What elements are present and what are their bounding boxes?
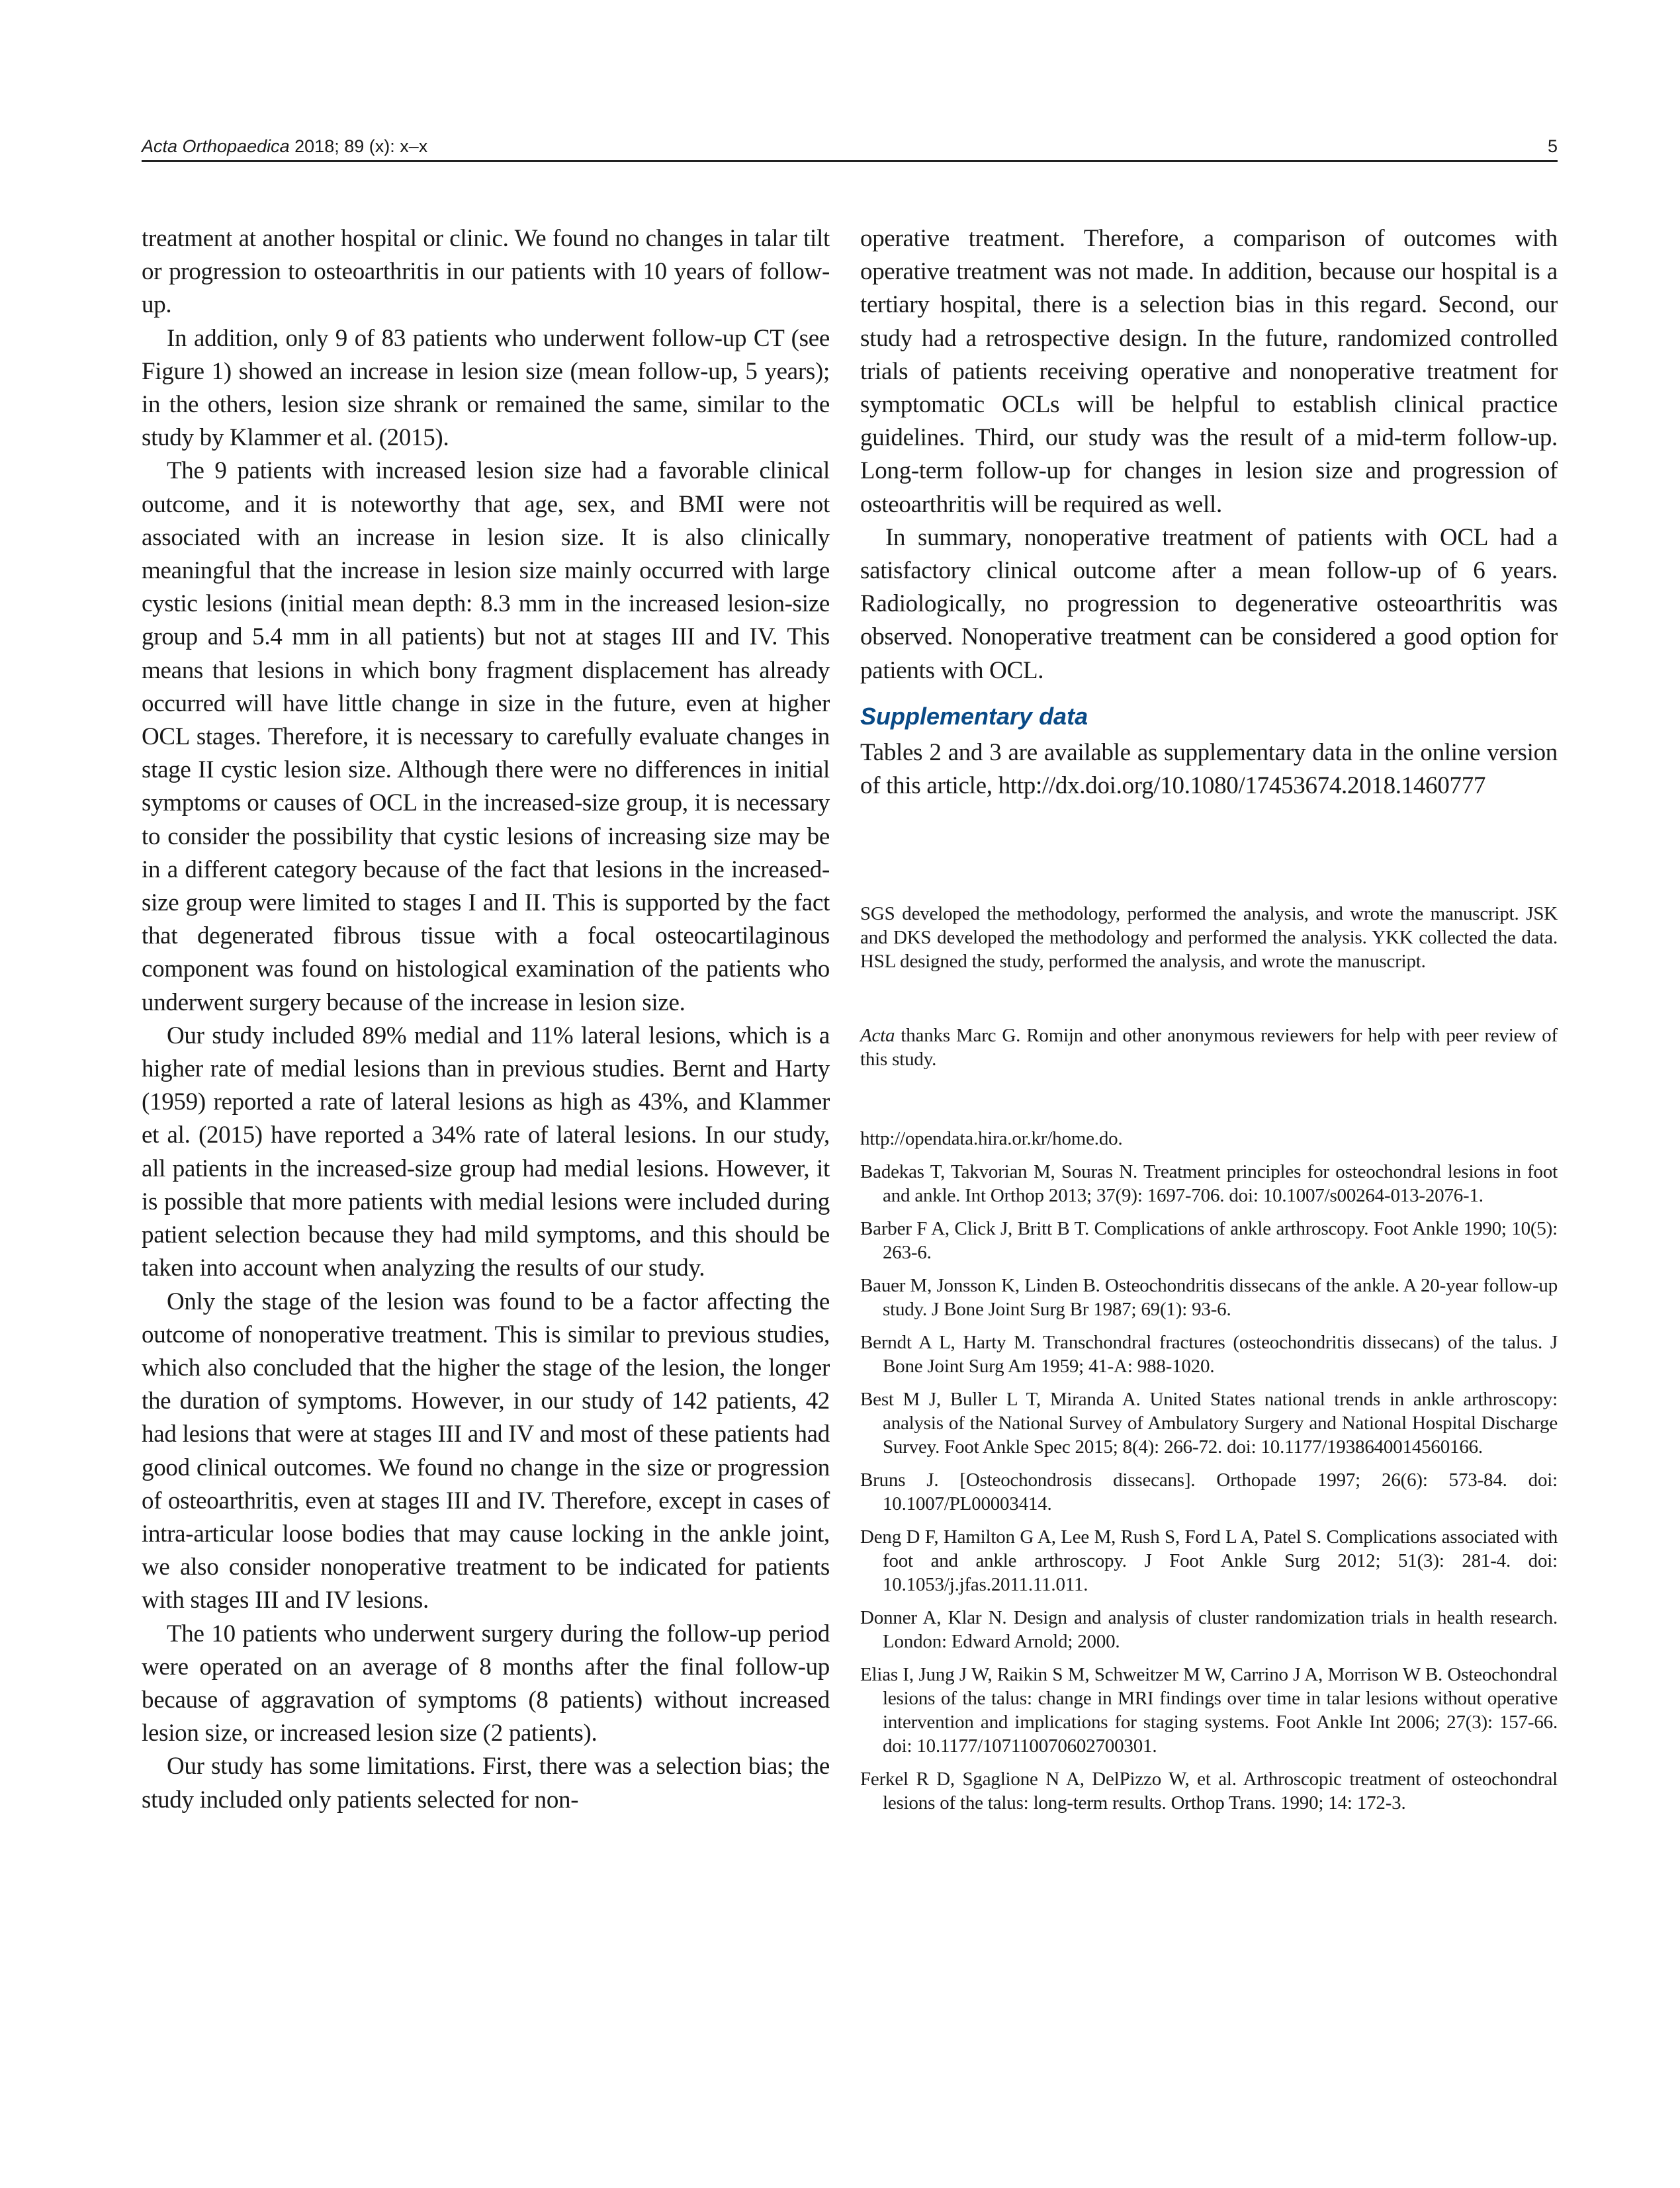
- body-paragraph: In addition, only 9 of 83 patients who underwent follow-up CT (see Figure 1) showed an increase in lesion size (mean follow-up, 5 years); in the others, lesion size shrank or remained the same, similar to the study by Klammer et al. (2015).: [142, 324, 830, 452]
- reference-item: Berndt A L, Harty M. Transchondral fractures (osteochondritis dissecans) of the talus. J Bone Joint Surg Am 1959; 41-A: 988-1020.: [860, 1332, 1558, 1378]
- reference-item: Badekas T, Takvorian M, Souras N. Treatment principles for osteochondral lesions in foot and ankle. Int Orthop 2013; 37(9): 1697-706. doi: 10.1007/s00264-013-2076-1.: [860, 1161, 1558, 1207]
- supplementary-heading: Supplementary data: [860, 702, 1088, 730]
- acknowledgement-text: thanks Marc G. Romijn and other anonymous reviewers for help with peer review of this study.: [860, 1025, 1558, 1071]
- left-column: [142, 222, 830, 1817]
- reference-item: Donner A, Klar N. Design and analysis of cluster randomization trials in health research. London: Edward Arnold; 2000.: [860, 1607, 1558, 1653]
- body-paragraph: Our study has some limitations. First, there was a selection bias; the study included only patients selected for non-: [142, 1753, 830, 1814]
- author-contributions: SGS developed the methodology, performed the analysis, and wrote the manuscript. JSK and DKS developed the methodology and performed the analysis. YKK collected the data. HSL designed the study, performed the analysis, and wrote the manuscript.: [860, 903, 1558, 973]
- reference-item: Elias I, Jung J W, Raikin S M, Schweitzer M W, Carrino J A, Morrison W B. Osteochondral lesions of the talus: change in MRI findings over time in talar lesions without operative intervention and implications for staging systems. Foot Ankle Int 2006; 27(3): 157-66. doi: 10.1177/107110070602700301.: [860, 1664, 1558, 1757]
- reference-item: Best M J, Buller L T, Miranda A. United States national trends in ankle arthroscopy: analysis of the National Survey of Ambulatory Surgery and National Hospital Discharge Survey. Foot Ankle Spec 2015; 8(4): 266-72. doi: 10.1177/1938640014560166.: [860, 1389, 1558, 1458]
- reference-item: Bruns J. [Osteochondrosis dissecans]. Orthopade 1997; 26(6): 573-84. doi: 10.1007/PL00003414.: [860, 1469, 1558, 1515]
- page-number: 5: [1547, 136, 1558, 156]
- summary-paragraph: In summary, nonoperative treatment of patients with OCL had a satisfactory clinical outcome after a mean follow-up of 6 years. Radiologically, no progression to degenerative osteoarthritis was observed. Nonoperative treatment can be considered a good option for patients with OCL.: [860, 523, 1558, 684]
- body-paragraph: Our study included 89% medial and 11% lateral lesions, which is a higher rate of medial lesions than in previous studies. Bernt and Harty (1959) reported a rate of lateral lesions as high as 43%, and Klammer et al. (2015) have reported a 34% rate of lateral lesions. In our study, all patients in the increased-size group had medial lesions. However, it is possible that more patients with medial lesions were included during patient selection because they had mild symptoms, and this should be taken into account when analyzing the results of our study.: [142, 1022, 830, 1282]
- reference-url[interactable]: http://opendata.hira.or.kr/home.do.: [860, 1128, 1123, 1150]
- supplementary-section: [860, 702, 1558, 803]
- acknowledgement-journal: Acta: [860, 1025, 895, 1047]
- supplementary-text: Tables 2 and 3 are available as supplementary data in the online version of this article, http://dx.doi.org/10.1080/17453674.2018.1460777: [860, 738, 1558, 800]
- reference-item: Barber F A, Click J, Britt B T. Complications of ankle arthroscopy. Foot Ankle 1990; 10(5): 263-6.: [860, 1218, 1558, 1264]
- reference-item: Deng D F, Hamilton G A, Lee M, Rush S, Ford L A, Patel S. Complications associated with foot and ankle arthroscopy. J Foot Ankle Surg 2012; 51(3): 281-4. doi: 10.1053/j.jfas.2011.11.011.: [860, 1526, 1558, 1596]
- reference-item: Ferkel R D, Sgaglione N A, DelPizzo W, et al. Arthroscopic treatment of osteochondral lesions of the talus: long-term results. Orthop Trans. 1990; 14: 172-3.: [860, 1769, 1558, 1814]
- body-paragraph: treatment at another hospital or clinic. We found no changes in talar tilt or progression to osteoarthritis in our patients with 10 years of follow-up.: [142, 225, 830, 319]
- body-paragraph: The 9 patients with increased lesion size had a favorable clinical outcome, and it is noteworthy that age, sex, and BMI were not associated with an increase in lesion size. It is also clinically meaningful that the increase in lesion size mainly occurred with large cystic lesions (initial mean depth: 8.3 mm in the increased lesion-size group and 5.4 mm in all patients) but not at stages III and IV. This means that lesions in which bony fragment displacement has already occurred will have little change in size in the future, even at higher OCL stages. Therefore, it is necessary to carefully evaluate changes in stage II cystic lesion size. Although there were no differences in initial symptoms or causes of OCL in the increased-size group, it is necessary to consider the possibility that cystic lesions of increasing size may be in a different category because of the fact that lesions in the increased-size group were limited to stages I and II. This is supported by the fact that degenerated fibrous tissue with a focal osteocartilaginous component was found on histological examination of the patients who underwent surgery because of the increase in lesion size.: [142, 457, 830, 1016]
- journal-name: Acta Orthopaedica: [142, 136, 290, 156]
- reference-item: Bauer M, Jonsson K, Linden B. Osteochondritis dissecans of the ankle. A 20-year follow-up study. J Bone Joint Surg Br 1987; 69(1): 93-6.: [860, 1275, 1558, 1321]
- body-paragraph: Only the stage of the lesion was found to be a factor affecting the outcome of nonoperative treatment. This is similar to previous studies, which also concluded that the higher the stage of the lesion, the longer the duration of symptoms. However, in our study of 142 patients, 42 had lesions that were at stages III and IV and most of these patients had good clinical outcomes. We found no change in the size or progression of osteoarthritis, even at stages III and IV. Therefore, except in cases of intra-articular loose bodies that may cause locking in the ankle joint, we also consider nonoperative treatment to be indicated for patients with stages III and IV lesions.: [142, 1288, 830, 1614]
- body-paragraph: operative treatment. Therefore, a comparison of outcomes with operative treatment was not made. In addition, because our hospital is a tertiary hospital, there is a selection bias in this regard. Second, our study had a retrospective design. In the future, randomized controlled trials of patients receiving operative and nonoperative treatment for symptomatic OCLs will be helpful to establish clinical practice guidelines. Third, our study was the result of a mid-term follow-up. Long-term follow-up for changes in lesion size and progression of osteoarthritis will be required as well.: [860, 225, 1558, 518]
- journal-citation: 2018; 89 (x): x–x: [289, 136, 428, 156]
- running-header: [142, 136, 1558, 162]
- body-paragraph: The 10 patients who underwent surgery during the follow-up period were operated on an average of 8 months after the final follow-up because of aggravation of symptoms (8 patients) without increased lesion size, or increased lesion size (2 patients).: [142, 1620, 830, 1747]
- right-column: [860, 222, 1558, 1824]
- acknowledgement: [860, 1024, 1558, 1071]
- reference-list: [860, 1127, 1558, 1815]
